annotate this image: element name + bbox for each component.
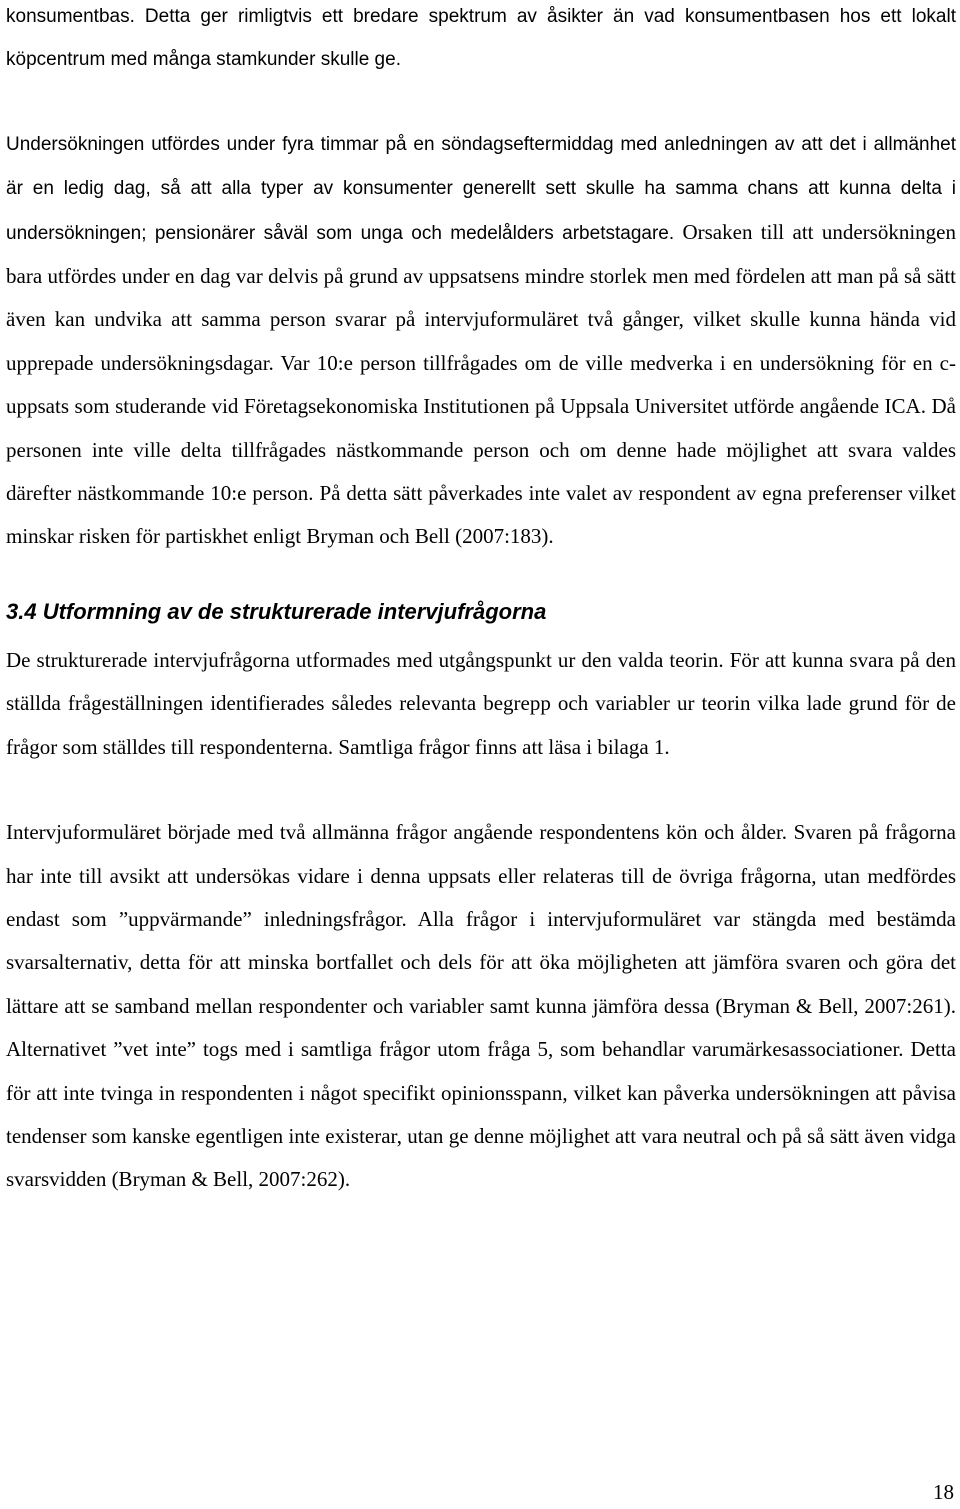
paragraph-text-sans: Undersökningen utfördes under fyra timmar på en söndagseftermiddag med anledningen av att det i allmänhet är en ledig dag, så att alla typer av konsumenter generellt sett skulle ha samma chans att kunna delta i undersökningen; pensionärer såväl som unga och medelålders arbetstagare. <box>6 133 956 244</box>
paragraph-text: De strukturerade intervjufrågorna utformades med utgångspunkt ur den valda teorin. För att kunna svara på den ställda frågeställningen identifierades således relevanta begrepp och variabler ur teorin vilka lade grund för de frågor som ställdes till respondenterna. Samtliga frågor finns att läsa i bilaga 1. <box>6 647 956 759</box>
document-page <box>6 0 956 1202</box>
page-number: 18 <box>933 1480 954 1504</box>
paragraph-konsumentbas <box>6 0 956 82</box>
section-heading: 3.4 Utformning av de strukturerade intervjufrågorna <box>6 598 547 624</box>
paragraph-intervjuformularet <box>6 811 956 1202</box>
paragraph-text: Intervjuformuläret började med två allmänna frågor angående respondentens kön och ålder. Svaren på frågorna har inte till avsikt att undersökas vidare i denna uppsats eller relateras till de övriga frågorna, utan medfördes endast som ”uppvärmande” inledningsfrågor. Alla frågor i intervjuformuläret var stängda med bestämda svarsalternativ, detta för att minska bortfallet och dels för att öka möjligheten att jämföra svaren och göra det lättare att se samband mellan respondenter och variabler samt kunna jämföra dessa (Bryman & Bell, 2007:261). Alternativet ”vet inte” togs med i samtliga frågor utom fråga 5, som behandlar varumärkesassociationer. Detta för att inte tvinga in respondenten i något specifikt opinionsspann, vilket kan påverka undersökningen att påvisa tendenser som kanske egentligen inte existerar, utan ge denne möjlighet att vara neutral och på så sätt även vidga svarsvidden (Bryman & Bell, 2007:262). <box>6 820 956 1192</box>
paragraph-text: konsumentbas. Detta ger rimligtvis ett bredare spektrum av åsikter än vad konsumentbasen hos ett lokalt köpcentrum med många stamkunder skulle ge. <box>6 6 956 71</box>
paragraph-strukturerade-fragor <box>6 639 956 769</box>
paragraph-undersokningen <box>6 122 956 559</box>
paragraph-text-serif: Orsaken till att undersökningen bara utfördes under en dag var delvis på grund av uppsatsens mindre storlek men med fördelen att man på så sätt även kan undvika att samma person svarar på intervjuformuläret två gånger, vilket skulle kunna hända vid upprepade undersökningsdagar. Var 10:e person tillfrågades om de ville medverka i en undersökning för en c-uppsats som studerande vid Företagsekonomiska Institutionen på Uppsala Universitet utförde angående ICA. Då personen inte ville delta tillfrågades nästkommande person och om denne hade möjlighet att svara valdes därefter nästkommande 10:e person. På detta sätt påverkades inte valet av respondent av egna preferenser vilket minskar risken för partiskhet enligt Bryman och Bell (2007:183). <box>6 219 956 549</box>
